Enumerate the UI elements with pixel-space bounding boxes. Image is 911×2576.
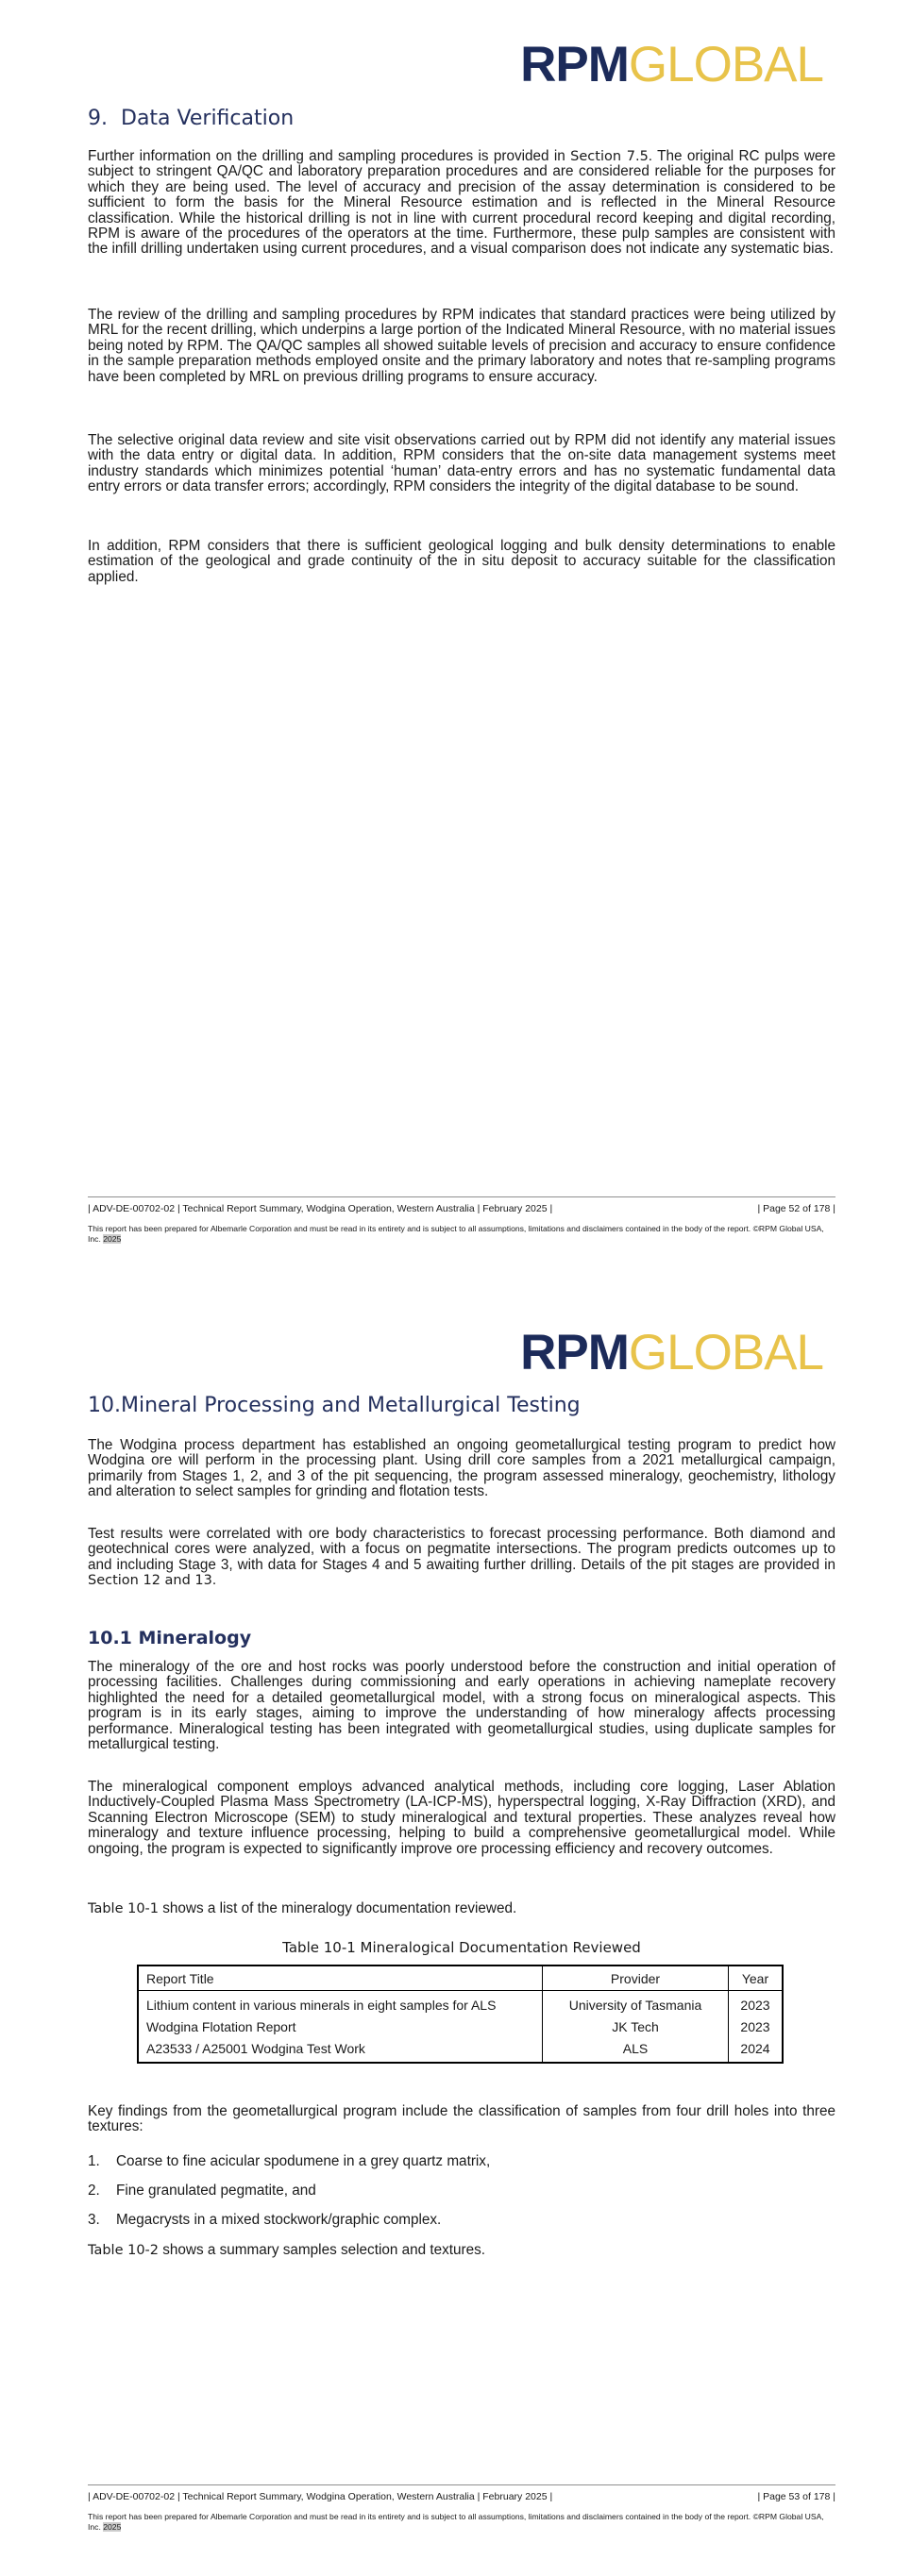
section-title — [88, 1394, 581, 1417]
table-caption: Table 10-1 Mineralogical Documentation Reviewed — [282, 1939, 641, 1956]
list-item: 1. Coarse to fine acicular spodumene in a grey quartz matrix, — [88, 2153, 491, 2169]
disclaimer: This report has been prepared for Albemarle Corporation and must be read in its entirety and is subject to all assumptions, limitations and disclaimers contained in the body of the report. ©RPM Global USA, Inc. 2025 — [88, 1224, 824, 1244]
footer-doc-info: | ADV-DE-00702-02 | Technical Report Summary, Wodgina Operation, Western Australia | February 2025 | — [88, 2491, 553, 2502]
paragraph: In addition, RPM considers that there is sufficient geological logging and bulk density determinations to enable estimation of the geological and grade continuity of the in situ deposit to accuracy suitable for the classification applied. — [88, 538, 835, 585]
texture-list — [88, 2153, 835, 2241]
paragraph: Table 10-2 shows a summary samples selection and textures. — [88, 2242, 486, 2258]
table-cell: A23533 / A25001 Wodgina Test Work — [138, 2037, 543, 2063]
footer-doc-info: | ADV-DE-00702-02 | Technical Report Summary, Wodgina Operation, Western Australia | February 2025 | — [88, 1203, 553, 1214]
table-row — [138, 2037, 783, 2063]
subsection-number: 10.1 — [88, 1628, 132, 1648]
page-number: | Page 52 of 178 | — [757, 1203, 835, 1214]
table-cell: JK Tech — [543, 2016, 729, 2037]
paragraph: Test results were correlated with ore body characteristics to forecast processing performance. Both diamond and geotechnical cores were analyzed, with a focus on pegmatite intersections. The program predicts outcomes up to and including Stage 3, with data for Stages 4 and 5 awaiting further drilling. Details of the pit stages are provided in Section 12 and 13. — [88, 1526, 835, 1589]
paragraph: The selective original data review and site visit observations carried out by RPM did not identify any material issues with the data entry or digital data. In addition, RPM considers that the on-site data management systems meet industry standards which minimizes potential ‘human’ data-entry errors and has no systematic fundamental data entry errors or data transfer errors; accordingly, RPM considers the integrity of the digital database to be sound. — [88, 432, 835, 495]
table-row — [138, 1991, 783, 2016]
table-header-row — [138, 1965, 783, 1991]
table-cell: University of Tasmania — [543, 1991, 729, 2016]
subsection-title — [88, 1628, 251, 1648]
subsection-title-text: Mineralogy — [138, 1628, 252, 1648]
column-header: Provider — [543, 1965, 729, 1991]
section-link[interactable]: Section 7.5 — [570, 149, 649, 164]
section-title-text: Data Verification — [121, 107, 295, 130]
footer-divider — [88, 1196, 835, 1197]
footer — [88, 1203, 835, 1214]
section-title — [88, 107, 294, 130]
table-row — [138, 2016, 783, 2037]
page-53 — [0, 1288, 911, 2576]
paragraph: Further information on the drilling and sampling procedures is provided in Section 7.5. The original RC pulps were subject to stringent QA/QC and laboratory preparation procedures and are considered reliable for the purposes for which they are being used. The level of accuracy and precision of the assay determination is considered to be sufficient to form the basis for the Mineral Resource estimation and is reflected in the Mineral Resource classification. While the historical drilling is not in line with current procedural record keeping and digital recording, RPM is aware of the procedures of the operators at the time. Furthermore, these pulp samples are consistent with the infill drilling undertaken using current procedures, and a visual comparison does not indicate any systematic bias. — [88, 148, 835, 258]
rpm-global-logo: RPMGLOBAL — [520, 1325, 823, 1380]
paragraph: Key findings from the geometallurgical program include the classification of samples from four drill holes into three textures: — [88, 2103, 835, 2135]
column-header: Report Title — [138, 1965, 543, 1991]
footer — [88, 2491, 835, 2502]
paragraph: The Wodgina process department has established an ongoing geometallurgical testing program to predict how Wodgina ore will perform in the processing plant. Using drill core samples from a 2021 metallurgical campaign, primarily from Stages 1, 2, and 3 of the pit sequencing, the program assessed mineralogy, geochemistry, lithology and alteration to select samples for grinding and flotation tests. — [88, 1437, 835, 1500]
table-cell: 2023 — [740, 1997, 770, 2013]
column-header: Year — [729, 1965, 784, 1991]
section-number: 10. — [88, 1394, 121, 1417]
footer-divider — [88, 2484, 835, 2485]
paragraph: The mineralogical component employs advanced analytical methods, including core logging, Laser Ablation Inductively-Coupled Plasma Mass Spectrometry (LA-ICP-MS), hyperspectral logging, X-Ray Diffraction (XRD), and Scanning Electron Microscope (SEM) to study mineralogical and textural properties. These analyzes reveal how mineralogy and texture influence processing, helping to build a comprehensive geometallurgical model. While ongoing, the program is expected to significantly improve ore processing efficiency and recovery outcomes. — [88, 1779, 835, 1857]
table-cell: 2023 — [740, 2018, 770, 2034]
disclaimer: This report has been prepared for Albemarle Corporation and must be read in its entirety and is subject to all assumptions, limitations and disclaimers contained in the body of the report. ©RPM Global USA, Inc. 2025 — [88, 2512, 824, 2532]
table-cell: ALS — [543, 2037, 729, 2063]
paragraph: The review of the drilling and sampling procedures by RPM indicates that standard practices were being utilized by MRL for the recent drilling, which underpins a large portion of the Indicated Mineral Resource, with no material issues being noted by RPM. The QA/QC samples all showed suitable levels of precision and accuracy to ensure confidence in the sample preparation methods employed onsite and the primary laboratory and notes that re-sampling programs have been completed by MRL on previous drilling programs to ensure accuracy. — [88, 307, 835, 385]
list-item: 3. Megacrysts in a mixed stockwork/graphic complex. — [88, 2212, 442, 2228]
table-link[interactable]: Table 10-2 — [88, 2243, 160, 2258]
section-number: 9. — [88, 107, 108, 130]
section-link[interactable]: Section 12 and 13 — [88, 1573, 212, 1589]
page-number: | Page 53 of 178 | — [757, 2491, 835, 2502]
documentation-table — [137, 1965, 784, 2064]
list-item: 2. Fine granulated pegmatite, and — [88, 2183, 316, 2199]
table-cell: Wodgina Flotation Report — [138, 2016, 543, 2037]
section-title-text: Mineral Processing and Metallurgical Testing — [121, 1394, 581, 1417]
table-cell: 2024 — [740, 2040, 770, 2056]
paragraph: Table 10-1 shows a list of the mineralogy documentation reviewed. — [88, 1900, 517, 1916]
table-cell: Lithium content in various minerals in eight samples for ALS — [138, 1991, 543, 2016]
paragraph: The mineralogy of the ore and host rocks was poorly understood before the construction and initial operation of processing facilities. Challenges during commissioning and early operations in achieving nameplate recovery highlighted the need for a detailed geometallurgical model, with a strong focus on mineralogical aspects. This program is in its early stages, aiming to improve the understanding of how mineralogy affects processing performance. Mineralogical testing has been integrated with geometallurgical studies, using duplicate samples for metallurgical testing. — [88, 1659, 835, 1753]
rpm-global-logo: RPMGLOBAL — [520, 37, 823, 92]
table-link[interactable]: Table 10-1 — [88, 1901, 160, 1916]
